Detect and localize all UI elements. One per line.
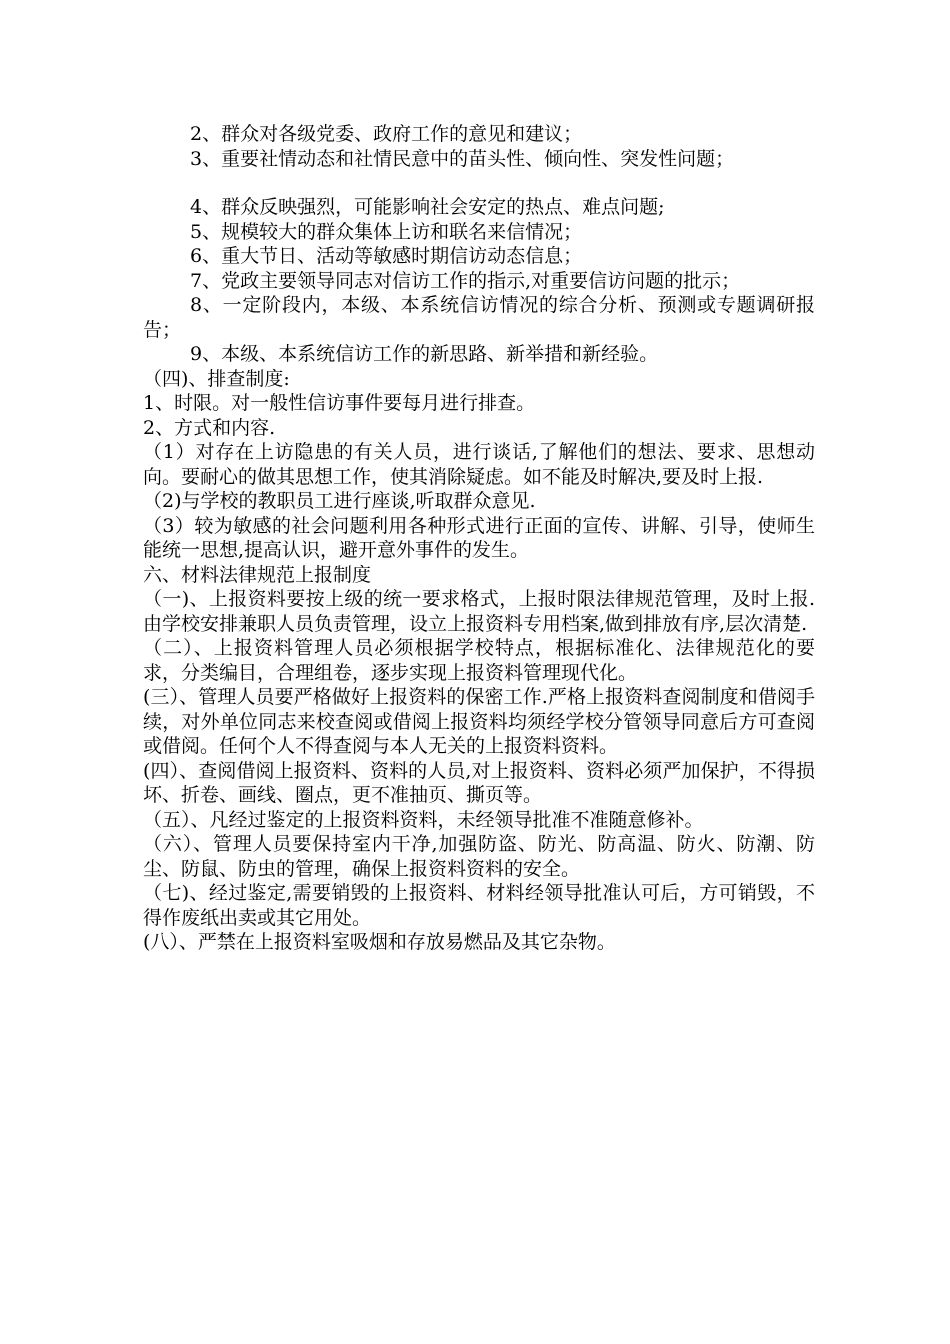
- section-heading-inspection: （四)、排查制度:: [143, 367, 290, 390]
- list-item-9: 9、本级、本系统信访工作的新思路、新举措和新经验。: [190, 343, 659, 365]
- list-item-4: 4、群众反映强烈，可能影响社会安定的热点、难点问题;: [190, 196, 665, 218]
- section-heading-materials: 六、材料法律规范上报制度: [143, 563, 372, 586]
- inspection-subitem-1: （1）对存在上访隐患的有关人员，进行谈话,了解他们的想法、要求、思想动向。要耐心的做其思想工作，使其消除疑虑。如不能及时解决,要及时上报.: [143, 441, 815, 488]
- materials-item-6: （六）、管理人员要保持室内干净,加强防盗、防光、防高温、防火、防潮、防尘、防鼠、防虫的管理，确保上报资料资料的安全。: [143, 833, 815, 880]
- list-item-8: 8、一定阶段内，本级、本系统信访情况的综合分析、预测或专题调研报告；: [143, 294, 815, 341]
- inspection-item-1: 1、时限。对一般性信访事件要每月进行排查。: [143, 392, 536, 414]
- materials-item-2: （二）、上报资料管理人员必须根据学校特点，根据标准化、法律规范化的要求，分类编目，合理组卷，逐步实现上报资料管理现代化。: [143, 637, 815, 684]
- materials-item-1: （一)、上报资料要按上级的统一要求格式，上报时限法律规范管理，及时上报.由学校安排兼职人员负责管理，设立上报资料专用档案,做到排放有序,层次清楚.: [143, 588, 815, 635]
- inspection-item-2: 2、方式和内容.: [143, 416, 276, 439]
- list-item-2: 2、群众对各级党委、政府工作的意见和建议；: [190, 123, 583, 145]
- materials-item-5: （五）、凡经过鉴定的上报资料资料，未经领导批准不准随意修补。: [143, 808, 704, 831]
- materials-item-3: (三）、管理人员要严格做好上报资料的保密工作.严格上报资料查阅制度和借阅手续，对外单位同志来校查阅或借阅上报资料均须经学校分管领导同意后方可查阅或借阅。任何个人不得查阅与本人无关的上报资料资料。: [143, 686, 815, 757]
- document-page: [143, 122, 815, 955]
- materials-item-4: (四）、查阅借阅上报资料、资料的人员,对上报资料、资料必须严加保护，不得损坏、折卷、画线、圈点，更不准抽页、撕页等。: [143, 759, 815, 806]
- inspection-subitem-2: （2)与学校的教职员工进行座谈,听取群众意见.: [143, 490, 536, 512]
- list-item-6: 6、重大节日、活动等敏感时期信访动态信息；: [190, 245, 583, 267]
- materials-item-7: （七)、经过鉴定,需要销毁的上报资料、材料经领导批准认可后，方可销毁，不得作废纸出卖或其它用处。: [143, 882, 815, 929]
- list-item-7: 7、党政主要领导同志对信访工作的指示,对重要信访问题的批示；: [190, 269, 741, 292]
- materials-item-8: (八）、严禁在上报资料室吸烟和存放易燃品及其它杂物。: [143, 931, 616, 953]
- inspection-subitem-3: （3）较为敏感的社会问题利用各种形式进行正面的宣传、讲解、引导，使师生能统一思想,提高认识，避开意外事件的发生。: [143, 514, 815, 561]
- list-item-5: 5、规模较大的群众集体上访和联名来信情况；: [190, 220, 583, 243]
- list-item-3: 3、重要社情动态和社情民意中的苗头性、倾向性、突发性问题；: [190, 147, 735, 170]
